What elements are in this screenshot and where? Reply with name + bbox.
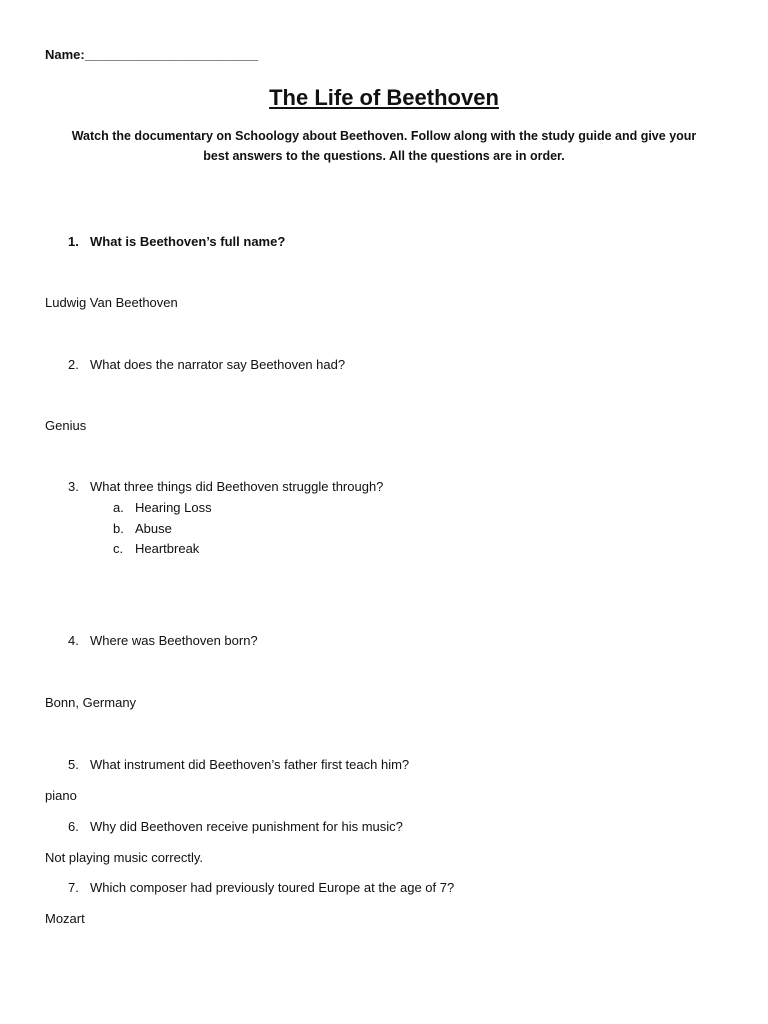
answer-3c xyxy=(113,541,199,556)
question-number: 4. xyxy=(68,633,79,648)
answer-4: Bonn, Germany xyxy=(45,695,137,710)
question-5 xyxy=(68,757,409,772)
question-number: 7. xyxy=(68,880,79,895)
sub-item-text: Hearing Loss xyxy=(135,500,212,515)
answer-3b xyxy=(113,521,172,536)
question-number: 6. xyxy=(68,819,79,834)
sub-item-letter: c. xyxy=(113,541,124,556)
question-2 xyxy=(68,357,345,372)
sub-item-text: Heartbreak xyxy=(135,541,200,556)
name-field-label: Name:________________________ xyxy=(45,47,259,62)
answer-3a xyxy=(113,500,212,515)
question-text: Where was Beethoven born? xyxy=(90,633,258,648)
question-text: What three things did Beethoven struggle through? xyxy=(90,479,384,494)
question-4 xyxy=(68,633,258,648)
question-7 xyxy=(68,880,454,895)
question-1 xyxy=(68,234,285,249)
answer-6: Not playing music correctly. xyxy=(45,850,203,865)
page-title: The Life of Beethoven xyxy=(269,85,499,110)
question-text: What is Beethoven’s full name? xyxy=(90,234,286,249)
sub-item-text: Abuse xyxy=(135,521,172,536)
question-text: What does the narrator say Beethoven had? xyxy=(90,357,346,372)
answer-5: piano xyxy=(45,788,77,803)
answer-1: Ludwig Van Beethoven xyxy=(45,295,178,310)
question-text: What instrument did Beethoven’s father first teach him? xyxy=(90,757,410,772)
question-number: 1. xyxy=(68,234,79,249)
question-number: 2. xyxy=(68,357,79,372)
question-text: Which composer had previously toured Europe at the age of 7? xyxy=(90,880,455,895)
question-3 xyxy=(68,479,383,494)
question-6 xyxy=(68,819,403,834)
question-number: 5. xyxy=(68,757,79,772)
sub-item-letter: b. xyxy=(113,521,124,536)
instructions-text: Watch the documentary on Schoology about Beethoven. Follow along with the study guide and give your best answers to the questions. All the questions are in order. xyxy=(71,129,697,163)
answer-7: Mozart xyxy=(45,911,85,926)
sub-item-letter: a. xyxy=(113,500,124,515)
answer-2: Genius xyxy=(45,418,87,433)
question-text: Why did Beethoven receive punishment for his music? xyxy=(90,819,403,834)
question-number: 3. xyxy=(68,479,79,494)
